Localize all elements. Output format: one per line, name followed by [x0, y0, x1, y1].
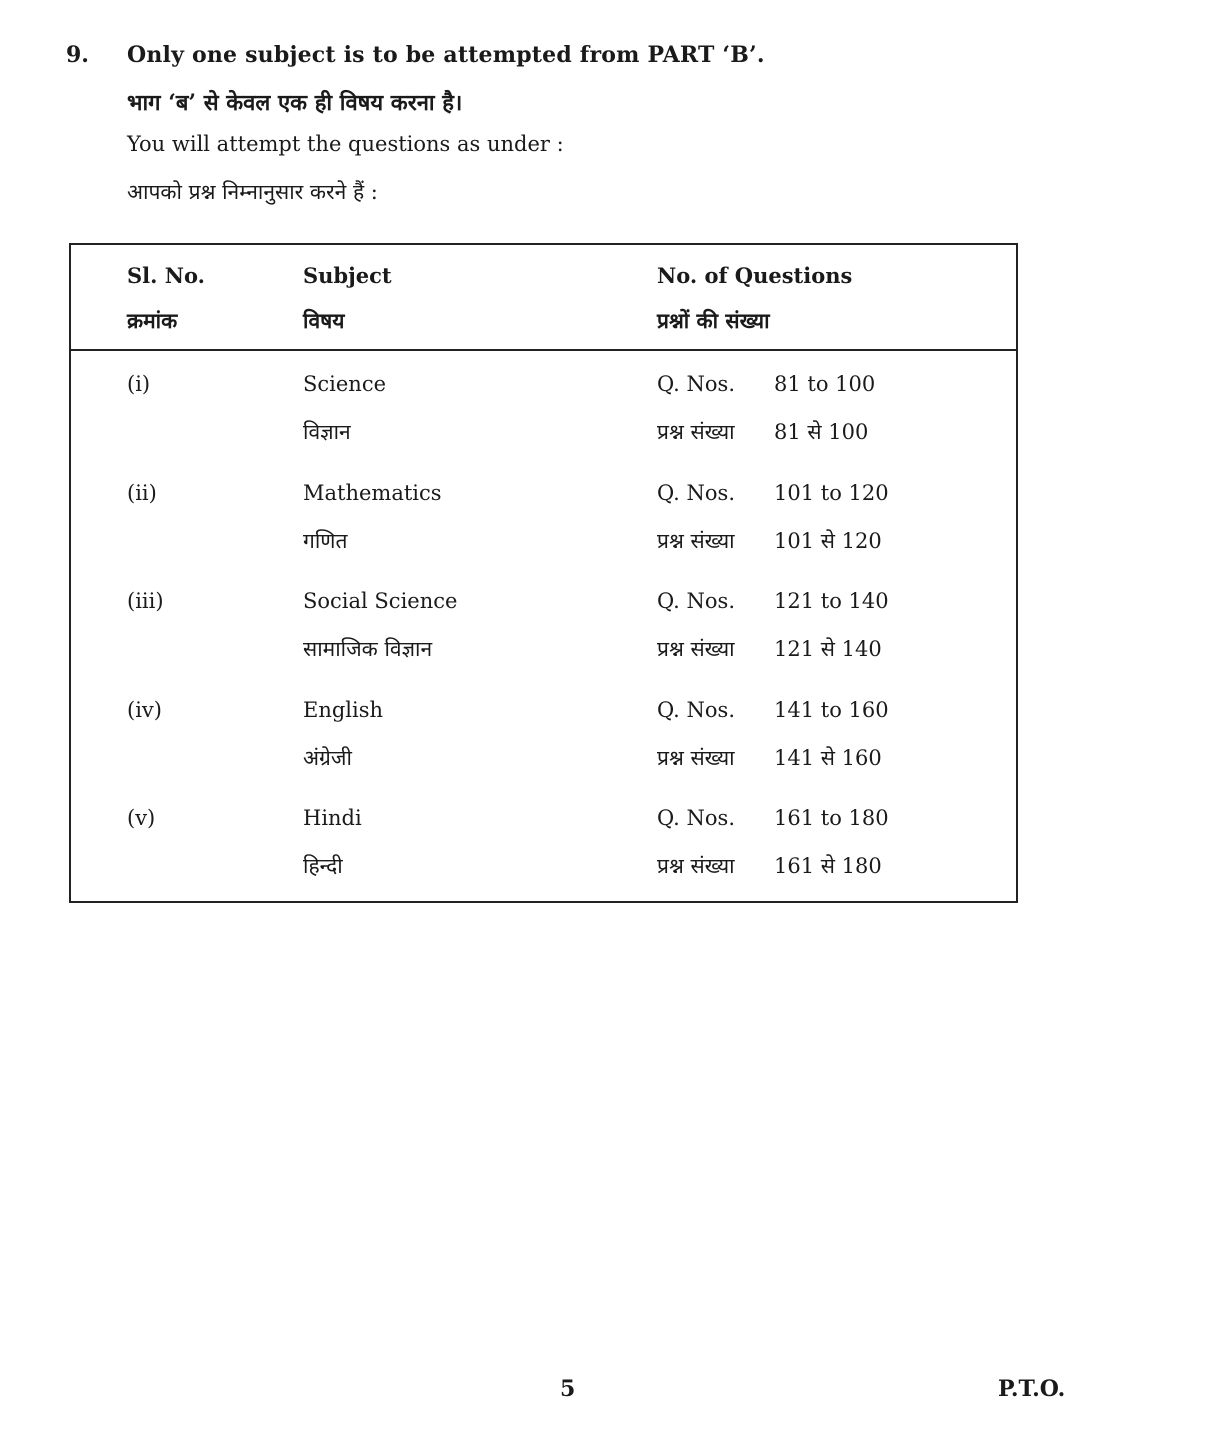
- row-question-range-english: 81 to 100: [774, 372, 876, 396]
- row-sl-number: (iv): [127, 698, 162, 722]
- header-sl-hindi: क्रमांक: [127, 308, 178, 333]
- row-subject-hindi: सामाजिक विज्ञान: [303, 637, 433, 661]
- row-question-label-english: Q. Nos.: [657, 481, 735, 505]
- row-subject-hindi: अंग्रेजी: [303, 746, 352, 770]
- header-divider: [71, 349, 1016, 351]
- instruction-line-english: Only one subject is to be attempted from PART ‘B’.: [127, 42, 765, 68]
- row-question-label-hindi: प्रश्न संख्या: [657, 854, 735, 878]
- row-question-label-english: Q. Nos.: [657, 806, 735, 830]
- row-question-range-english: 141 to 160: [774, 698, 889, 722]
- row-subject-english: Social Science: [303, 589, 458, 613]
- row-subject-hindi: विज्ञान: [303, 420, 351, 444]
- row-sl-number: (v): [127, 806, 156, 830]
- instruction-line-hindi: भाग ‘ब’ से केवल एक ही विषय करना है।: [127, 90, 463, 116]
- row-question-range-hindi: 101 से 120: [774, 529, 882, 553]
- instruction-number: 9.: [66, 42, 89, 68]
- pto-label: P.T.O.: [998, 1376, 1066, 1402]
- row-question-label-hindi: प्रश्न संख्या: [657, 529, 735, 553]
- row-subject-english: English: [303, 698, 384, 722]
- row-question-label-hindi: प्रश्न संख्या: [657, 420, 735, 444]
- row-question-range-english: 161 to 180: [774, 806, 889, 830]
- instruction-sub-english: You will attempt the questions as under :: [127, 132, 564, 156]
- header-questions-english: No. of Questions: [657, 263, 853, 288]
- row-question-label-english: Q. Nos.: [657, 372, 735, 396]
- row-sl-number: (ii): [127, 481, 157, 505]
- row-question-label-hindi: प्रश्न संख्या: [657, 746, 735, 770]
- instruction-sub-hindi: आपको प्रश्न निम्नानुसार करने हैं :: [127, 180, 378, 204]
- header-sl-english: Sl. No.: [127, 263, 205, 288]
- page-number: 5: [560, 1376, 576, 1402]
- row-subject-english: Hindi: [303, 806, 362, 830]
- row-sl-number: (iii): [127, 589, 164, 613]
- row-question-label-english: Q. Nos.: [657, 589, 735, 613]
- row-sl-number: (i): [127, 372, 151, 396]
- row-subject-english: Science: [303, 372, 387, 396]
- header-subject-english: Subject: [303, 263, 392, 288]
- row-question-range-hindi: 81 से 100: [774, 420, 869, 444]
- row-question-range-english: 101 to 120: [774, 481, 889, 505]
- row-question-range-hindi: 121 से 140: [774, 637, 882, 661]
- row-subject-hindi: गणित: [303, 529, 348, 553]
- row-question-range-hindi: 161 से 180: [774, 854, 882, 878]
- row-question-label-hindi: प्रश्न संख्या: [657, 637, 735, 661]
- row-question-range-english: 121 to 140: [774, 589, 889, 613]
- row-subject-english: Mathematics: [303, 481, 442, 505]
- row-subject-hindi: हिन्दी: [303, 854, 343, 878]
- header-subject-hindi: विषय: [303, 308, 345, 333]
- row-question-label-english: Q. Nos.: [657, 698, 735, 722]
- header-questions-hindi: प्रश्नों की संख्या: [657, 308, 770, 333]
- subject-table: [69, 243, 1018, 903]
- row-question-range-hindi: 141 से 160: [774, 746, 882, 770]
